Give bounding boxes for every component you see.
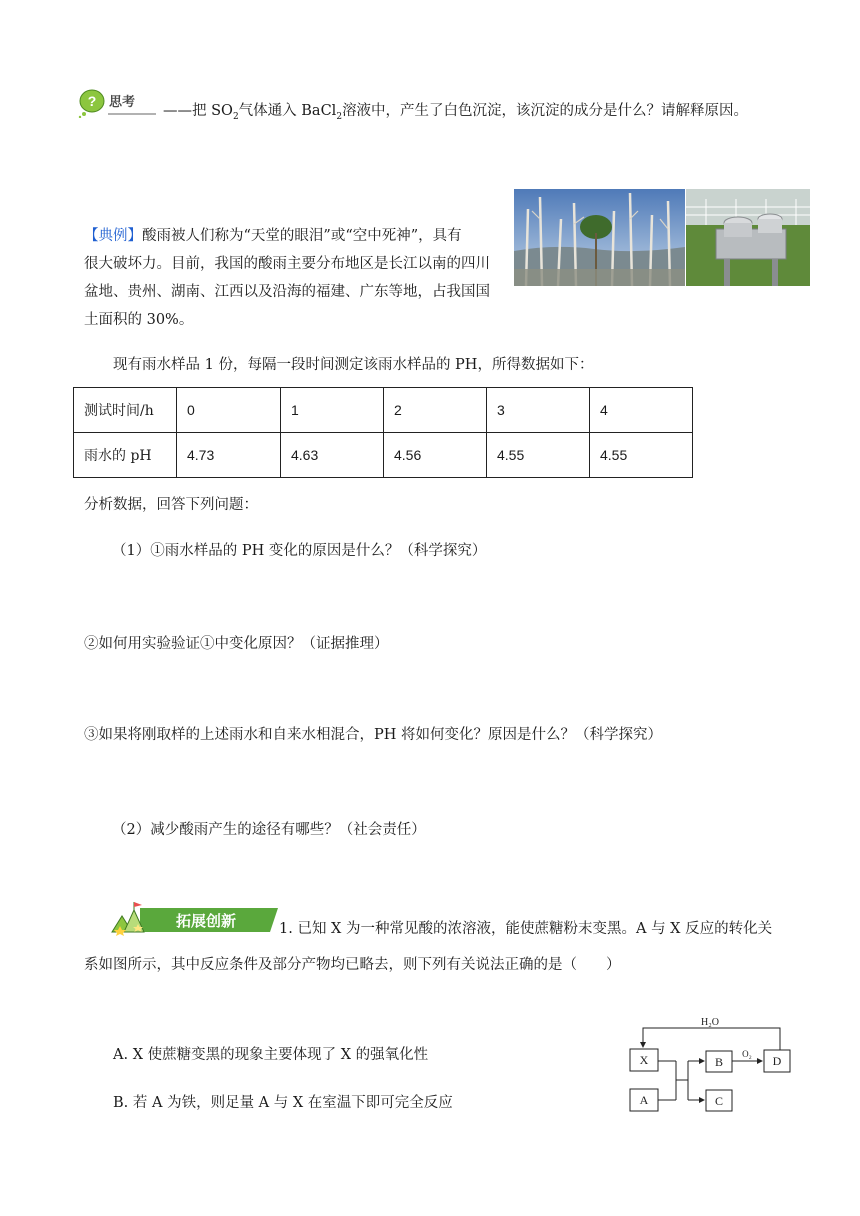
think-badge-icon bbox=[78, 88, 156, 118]
option-a: A. X 使蔗糖变黑的现象主要体现了 X 的强氧化性 bbox=[113, 1047, 429, 1063]
example-tag: 【典例】 bbox=[84, 228, 142, 244]
table-cell: 测试时间/h bbox=[74, 388, 177, 433]
extension-question-line-1: 1. 已知 X 为一种常见酸的浓溶液，能使蔗糖粉末变黑。A 与 X 反应的转化关 bbox=[279, 921, 773, 937]
question-1a: （1）①雨水样品的 PH 变化的原因是什么？（科学探究） bbox=[112, 543, 487, 559]
ph-data-table bbox=[73, 387, 693, 478]
extension-question-line-2: 系如图所示，其中反应条件及部分产物均已略去，则下列有关说法正确的是（ ） bbox=[84, 957, 621, 973]
option-b: B. 若 A 为铁，则足量 A 与 X 在室温下即可完全反应 bbox=[113, 1095, 453, 1111]
data-intro: 现有雨水样品 1 份，每隔一段时间测定该雨水样品的 PH，所得数据如下： bbox=[113, 357, 594, 373]
table-cell: 4.73 bbox=[177, 433, 281, 478]
node-c: C bbox=[714, 1094, 724, 1108]
example-line-2: 很大破坏力。目前，我国的酸雨主要分布地区是长江以南的四川 bbox=[84, 256, 490, 272]
node-a: A bbox=[639, 1093, 649, 1107]
question-1b: ②如何用实验验证①中变化原因？（证据推理） bbox=[84, 636, 389, 652]
questions-lead: 分析数据，回答下列问题： bbox=[84, 497, 258, 513]
acid-rain-forest-image bbox=[514, 189, 685, 286]
example-line-3: 盆地、贵州、湖南、江西以及沿海的福建、广东等地，占我国国 bbox=[84, 284, 490, 300]
table-cell: 4.55 bbox=[590, 433, 693, 478]
table-row bbox=[74, 388, 693, 433]
think-badge-label: 思考 bbox=[109, 95, 136, 110]
node-b: B bbox=[714, 1055, 724, 1069]
table-cell: 1 bbox=[281, 388, 384, 433]
table-cell: 2 bbox=[384, 388, 487, 433]
table-cell: 4.56 bbox=[384, 433, 487, 478]
example-line-1: 【典例】酸雨被人们称为“天堂的眼泪”或“空中死神”，具有 bbox=[84, 228, 462, 244]
table-row bbox=[74, 433, 693, 478]
question-2: （2）减少酸雨产生的途径有哪些？（社会责任） bbox=[112, 822, 426, 838]
think-question: ——把 $SO_2$气体通入 BaCl$_2$溶液中，产生了白色沉淀，该沉淀的成分是什么？请解释原因。 bbox=[163, 103, 749, 122]
node-d: D bbox=[772, 1054, 782, 1068]
table-cell: 雨水的 pH bbox=[74, 433, 177, 478]
table-cell: 0 bbox=[177, 388, 281, 433]
rain-gauge-image bbox=[686, 189, 810, 286]
extension-badge-label: 拓展创新 bbox=[175, 912, 237, 930]
table-cell: 4 bbox=[590, 388, 693, 433]
question-1c: ③如果将刚取样的上述雨水和自来水相混合，PH 将如何变化？原因是什么？（科学探究） bbox=[84, 727, 663, 743]
node-x: X bbox=[639, 1053, 649, 1067]
extension-badge-icon bbox=[110, 902, 278, 936]
label-water: H₂O bbox=[701, 1017, 719, 1028]
table-cell: 3 bbox=[487, 388, 590, 433]
table-cell: 4.63 bbox=[281, 433, 384, 478]
example-line-4: 土面积的 30%。 bbox=[84, 312, 194, 328]
svg-text:?: ? bbox=[87, 93, 97, 109]
label-oxygen: O₂ bbox=[742, 1049, 752, 1059]
table-cell: 4.55 bbox=[487, 433, 590, 478]
conversion-diagram bbox=[626, 1016, 796, 1114]
